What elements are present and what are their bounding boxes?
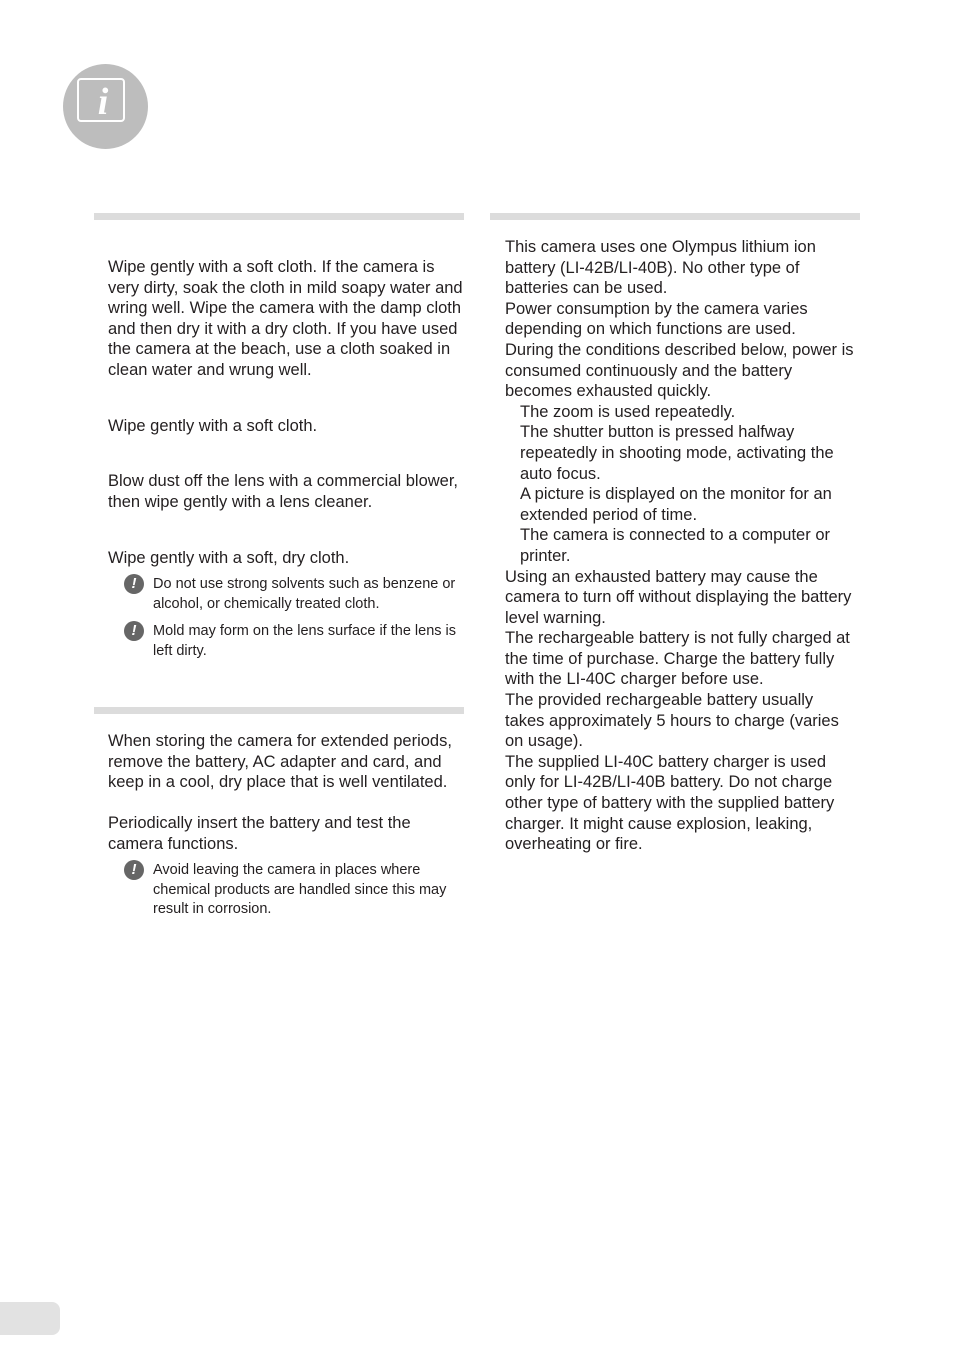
- battery-text-7: The supplied LI-40C battery charger is used only for LI-42B/LI-40B battery. Do not charge other type of battery with the supplied battery charger. It might cause explosion, leaking, overheating or fire.: [505, 752, 835, 854]
- battery-text-3: During the conditions described below, power is consumed continuously and the battery becomes exhausted quickly.: [505, 340, 854, 401]
- cleaning-battery-charger-text: Wipe gently with a soft, dry cloth.: [108, 549, 350, 567]
- section-rule-battery: [490, 213, 860, 220]
- page-number-tab: [0, 1302, 60, 1335]
- caution-note: Do not use strong solvents such as benzene or alcohol, or chemically treated cloth.: [153, 576, 456, 612]
- battery-sub-item: The shutter button is pressed halfway repeatedly in shooting mode, activating the auto focus.: [520, 423, 834, 483]
- battery-text-1: This camera uses one Olympus lithium ion battery (LI-42B/LI-40B). No other type of batteries can be used.: [505, 238, 816, 298]
- battery-text-6: The provided rechargeable battery usually takes approximately 5 hours to charge (varies on usage).: [505, 691, 839, 751]
- info-i-icon: [63, 64, 148, 149]
- cleaning-lens-text: Blow dust off the lens with a commercial blower, then wipe gently with a lens cleaner.: [108, 472, 459, 511]
- battery-sub-item: The zoom is used repeatedly.: [520, 402, 736, 421]
- battery-text-4: Using an exhausted battery may cause the camera to turn off without displaying the battery level warning.: [505, 567, 852, 627]
- storage-text-2: Periodically insert the battery and test the camera functions.: [108, 814, 411, 853]
- cleaning-exterior-text: Wipe gently with a soft cloth. If the camera is very dirty, soak the cloth in mild soapy water and wring well. Wipe the camera with the damp cloth and then dry it with a dry cloth. If you have used the camera at the beach, use a cloth soaked in clean water and wrung well.: [108, 258, 463, 379]
- storage-text-1: When storing the camera for extended periods, remove the battery, AC adapter and card, and keep in a cool, dry place that is well ventilated.: [108, 732, 452, 792]
- section-rule-cleaning: [94, 213, 464, 220]
- info-glyph: i: [97, 81, 109, 123]
- cleaning-monitor-text: Wipe gently with a soft cloth.: [108, 417, 318, 435]
- caution-icon: !: [124, 860, 144, 880]
- battery-sub-item: The camera is connected to a computer or printer.: [520, 526, 830, 565]
- battery-sub-item: A picture is displayed on the monitor for an extended period of time.: [520, 485, 832, 524]
- caution-note: Avoid leaving the camera in places where chemical products are handled since this may result in corrosion.: [153, 862, 447, 918]
- section-rule-storage: [94, 707, 464, 714]
- caution-note: Mold may form on the lens surface if the lens is left dirty.: [153, 623, 457, 659]
- info-frame: [77, 78, 125, 122]
- battery-text-2: Power consumption by the camera varies depending on which functions are used.: [505, 299, 808, 339]
- battery-text-5: The rechargeable battery is not fully charged at the time of purchase. Charge the battery fully with the LI-40C charger before use.: [505, 629, 850, 689]
- caution-icon: !: [124, 621, 144, 641]
- caution-icon: !: [124, 574, 144, 594]
- battery-section: [505, 237, 857, 855]
